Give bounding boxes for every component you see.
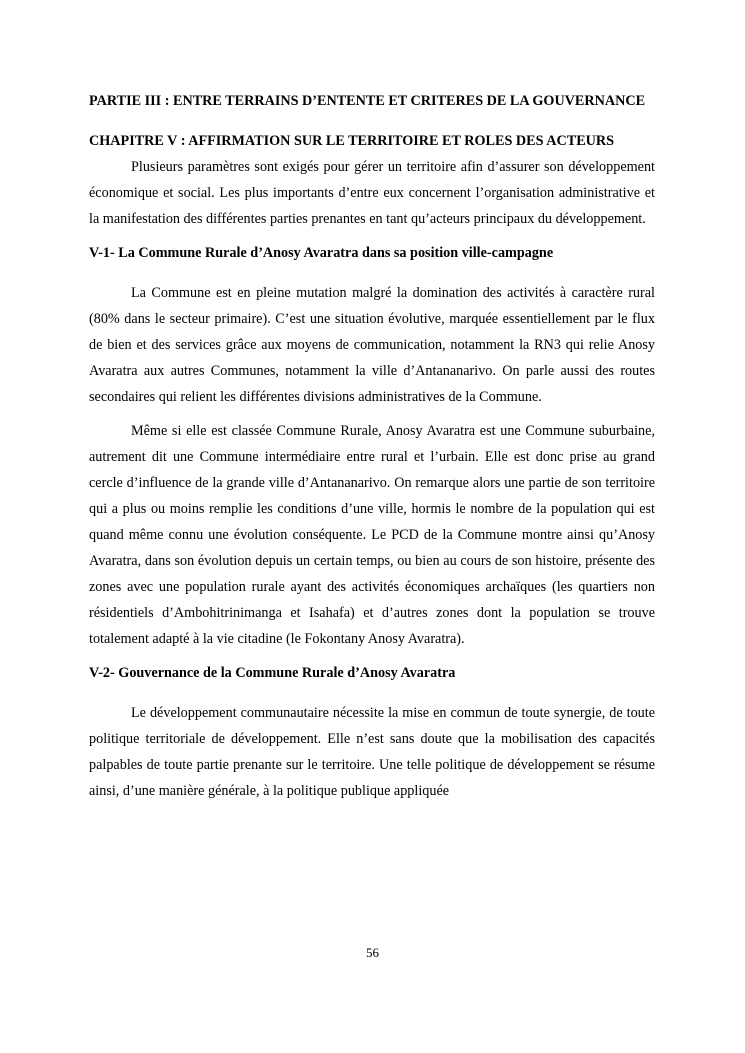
chapitre-title: CHAPITRE V : AFFIRMATION SUR LE TERRITOIRE ET ROLES DES ACTEURS	[89, 133, 615, 149]
spacer	[89, 266, 655, 280]
spacer	[89, 652, 655, 660]
partie-title: PARTIE III : ENTRE TERRAINS D’ENTENTE ET CRITERES DE LA GOUVERNANCE	[89, 93, 646, 109]
spacer	[89, 686, 655, 700]
intro-paragraph: Plusieurs paramètres sont exigés pour gérer un territoire afin d’assurer son développement économique et social. Les plus importants d’entre eux concernent l’organisation administrative et la manifestation des différentes parties prenantes en tant qu’acteurs principaux du développement.	[89, 159, 655, 227]
section-2-title: V-2- Gouvernance de la Commune Rurale d’Anosy Avaratra	[89, 665, 456, 681]
page-number: 56	[366, 945, 379, 960]
page-content	[89, 88, 655, 804]
section-1-paragraph-2: Même si elle est classée Commune Rurale, Anosy Avaratra est une Commune suburbaine, autrement dit une Commune intermédiaire entre rural et l’urbain. Elle est donc prise au grand cercle d’influence de la grande ville d’Antananarivo. On remarque alors une partie de son territoire qui a plus ou moins remplie les conditions d’une ville, hormis le nombre de la population qui est quand même connu une évolution conséquente. Le PCD de la Commune montre ainsi qu’Anosy Avaratra, dans son évolution depuis un certain temps, ou bien au cours de son histoire, présente des zones avec une population rurale ayant des activités économiques archaïques (les quartiers non résidentiels d’Ambohitrinimanga et Isahafa) et d’autres zones dont la population se trouve totalement adapté à la vie citadine (le Fokontany Anosy Avaratra).	[89, 423, 655, 647]
section-1-paragraph-1: La Commune est en pleine mutation malgré la domination des activités à caractère rural (80% dans le secteur primaire). C’est une situation évolutive, marquée essentiellement par le flux de bien et des services grâce aux moyens de communication, notamment la RN3 qui relie Anosy Avaratra aux autres Communes, notamment la ville d’Antananarivo. On parle aussi des routes secondaires qui relient les différentes divisions administratives de la Commune.	[89, 285, 655, 405]
section-2-paragraph-1: Le développement communautaire nécessite la mise en commun de toute synergie, de toute politique territoriale de développement. Elle n’est sans doute que la mobilisation des capacités palpables de toute partie prenante sur le territoire. Une telle politique de développement se résume ainsi, d’une manière générale, à la politique publique appliquée	[89, 705, 655, 799]
spacer	[89, 410, 655, 418]
section-1-title: V-1- La Commune Rurale d’Anosy Avaratra dans sa position ville-campagne	[89, 245, 554, 261]
spacer	[89, 232, 655, 240]
